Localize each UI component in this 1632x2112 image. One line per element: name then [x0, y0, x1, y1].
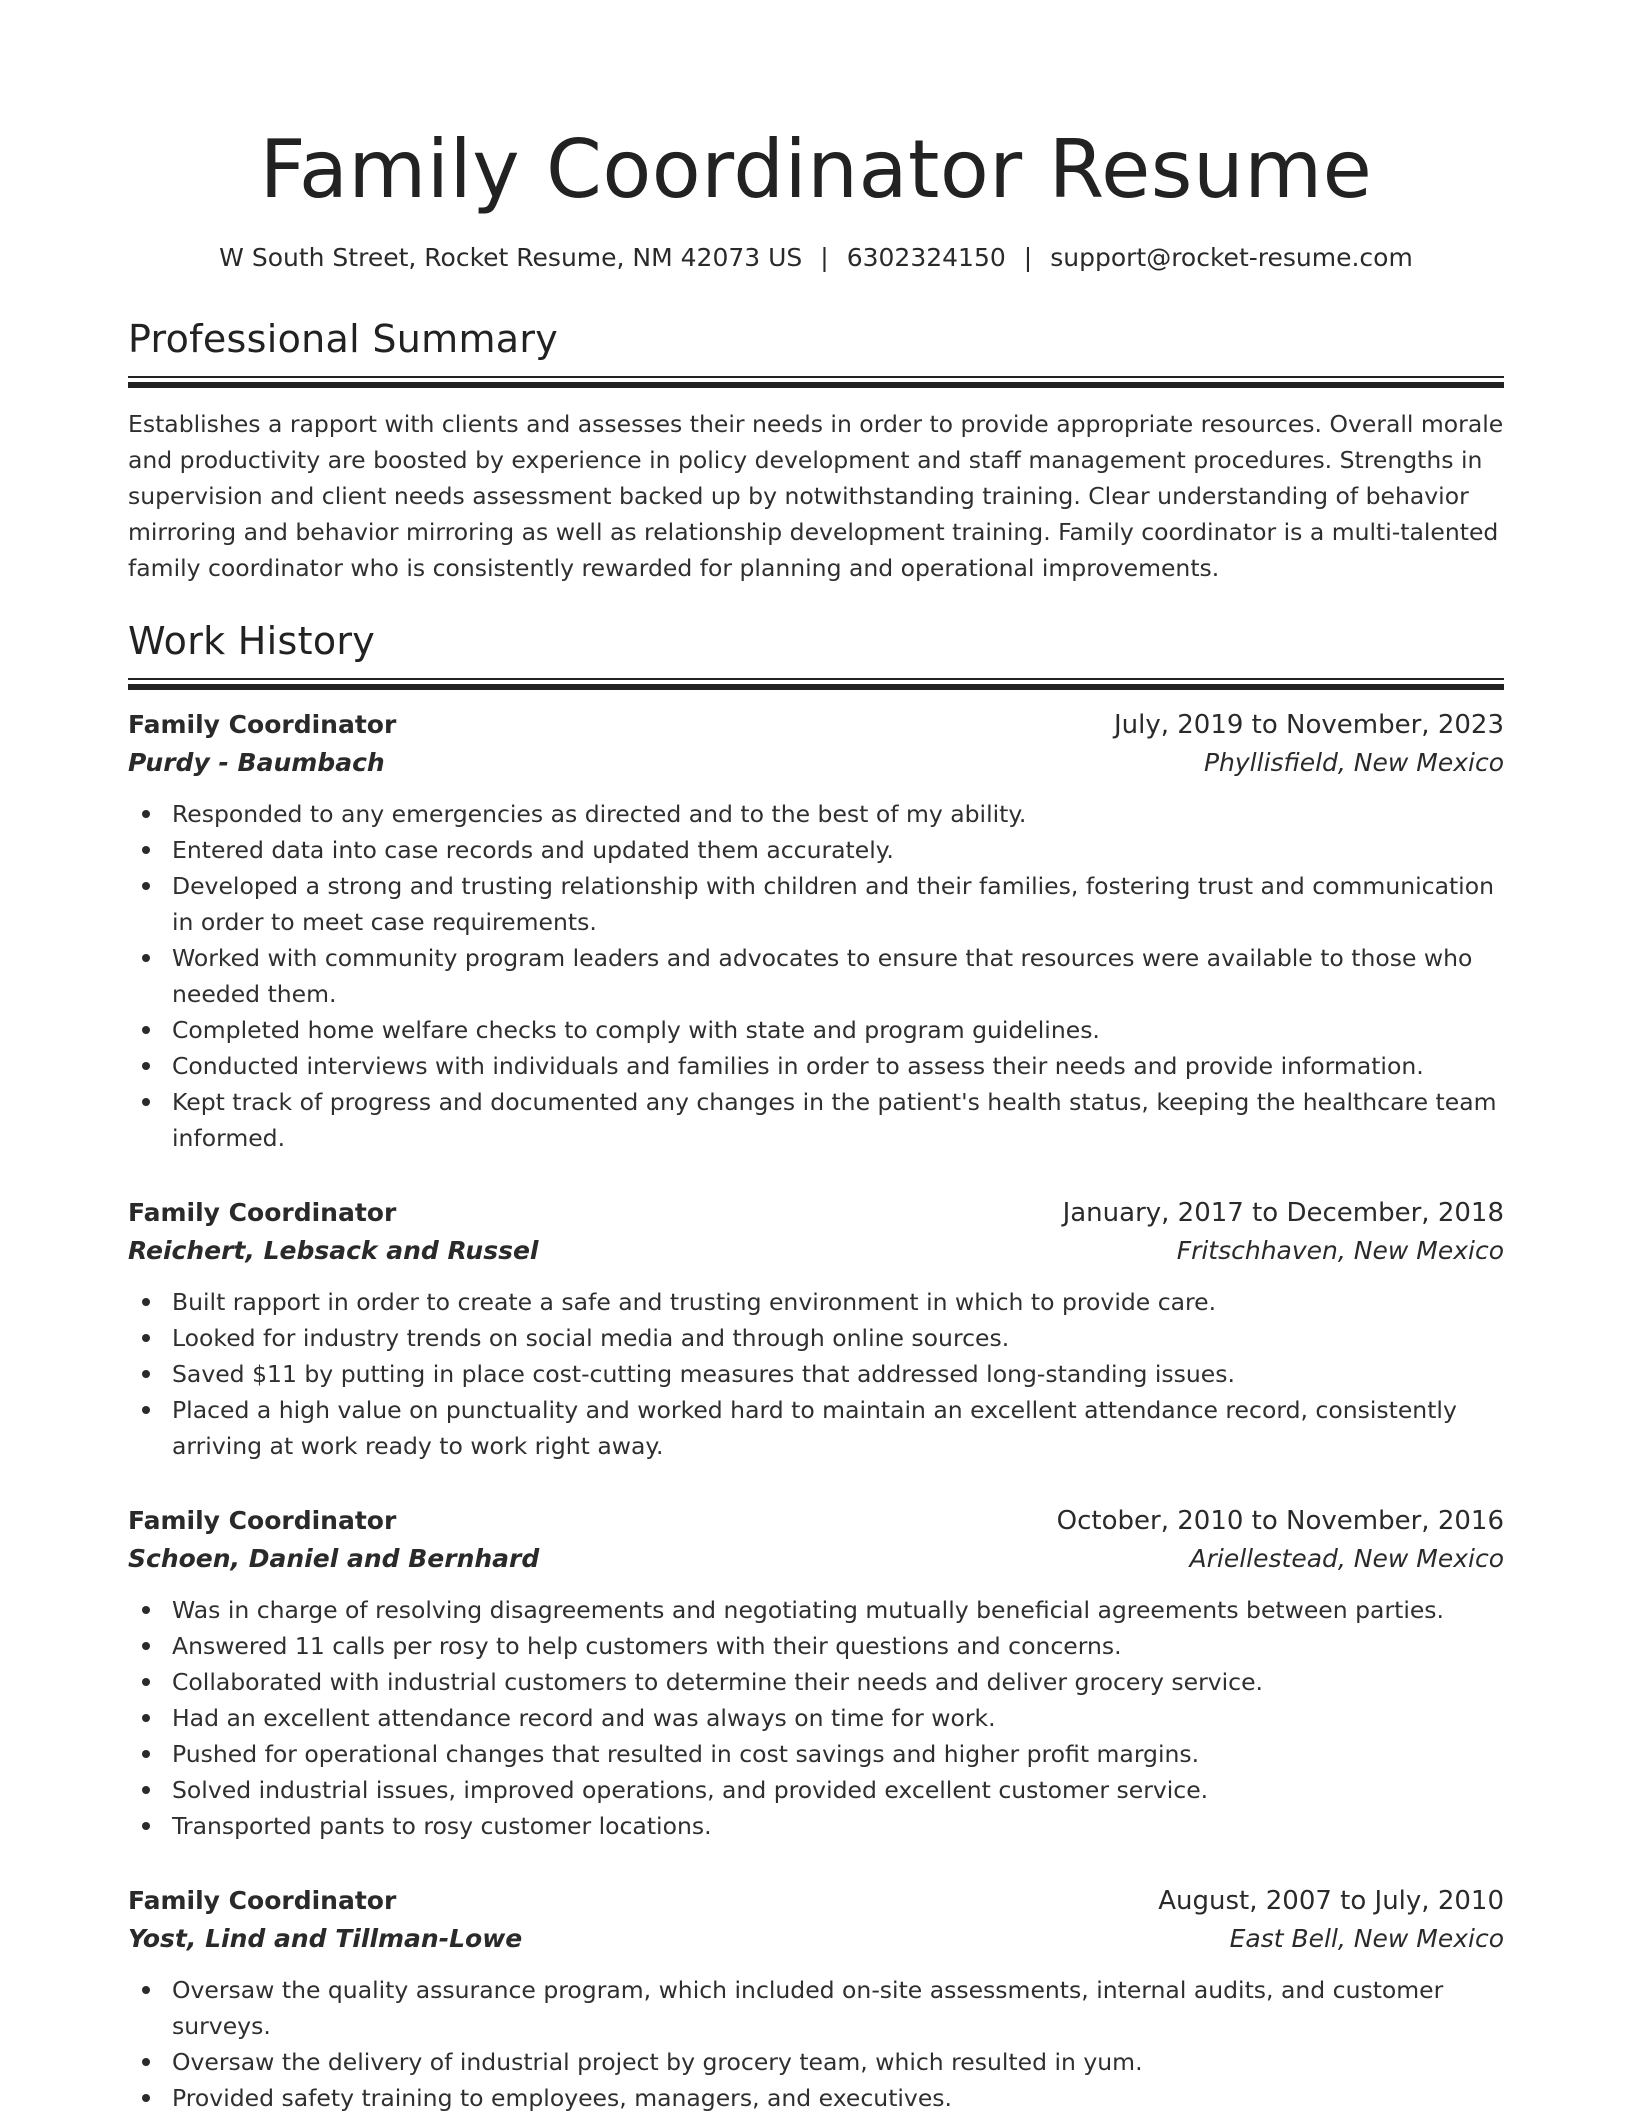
job-entry: [128, 1502, 1504, 1844]
job-bullet: Conducted interviews with individuals and families in order to assess their needs and provide information.: [128, 1048, 1504, 1084]
resume-title: Family Coordinator Resume: [259, 123, 1373, 216]
job-bullet: Provided safety training to employees, managers, and executives.: [128, 2080, 1504, 2112]
contact-line: [128, 240, 1504, 276]
job-entry: [128, 1882, 1504, 2112]
job-location: Ariellestead, New Mexico: [1189, 1544, 1504, 1573]
job-header-row: [128, 1882, 1504, 1920]
job-title: Family Coordinator: [128, 1506, 397, 1535]
job-bullet: Completed home welfare checks to comply with state and program guidelines.: [128, 1012, 1504, 1048]
job-location: Fritschhaven, New Mexico: [1176, 1236, 1504, 1265]
job-bullet: Built rapport in order to create a safe and trusting environment in which to provide care.: [128, 1284, 1504, 1320]
job-dates: August, 2007 to July, 2010: [1158, 1886, 1504, 1916]
job-title: Family Coordinator: [128, 1198, 397, 1227]
job-title: Family Coordinator: [128, 1886, 397, 1915]
job-bullet: Was in charge of resolving disagreements and negotiating mutually beneficial agreements between parties.: [128, 1592, 1504, 1628]
job-company: Schoen, Daniel and Bernhard: [128, 1544, 540, 1573]
job-bullet: Saved $11 by putting in place cost-cutting measures that addressed long-standing issues.: [128, 1356, 1504, 1392]
job-bullet: Pushed for operational changes that resulted in cost savings and higher profit margins.: [128, 1736, 1504, 1772]
job-bullet: Developed a strong and trusting relationship with children and their families, fostering trust and communication in order to meet case requirements.: [128, 868, 1504, 940]
contact-phone[interactable]: 6302324150: [846, 243, 1006, 272]
contact-separator: |: [820, 243, 829, 272]
job-header-row: [128, 706, 1504, 744]
contact-address: W South Street, Rocket Resume, NM 42073 US: [219, 243, 803, 272]
job-bullet: Worked with community program leaders and advocates to ensure that resources were available to those who needed them.: [128, 940, 1504, 1012]
job-header-row: [128, 1194, 1504, 1232]
job-company: Purdy - Baumbach: [128, 748, 385, 777]
job-company-row: [128, 1232, 1504, 1270]
job-dates: October, 2010 to November, 2016: [1056, 1506, 1504, 1536]
job-dates: January, 2017 to December, 2018: [1062, 1198, 1504, 1228]
section-heading-work-history: Work History: [128, 619, 376, 663]
job-company: Yost, Lind and Tillman-Lowe: [128, 1924, 523, 1953]
job-bullet: Answered 11 calls per rosy to help customers with their questions and concerns.: [128, 1628, 1504, 1664]
job-company-row: [128, 1920, 1504, 1958]
section-divider: [128, 678, 1504, 690]
job-title: Family Coordinator: [128, 710, 397, 739]
work-history-section: [128, 616, 1504, 2112]
job-company: Reichert, Lebsack and Russel: [128, 1236, 539, 1265]
job-bullet: Entered data into case records and updated them accurately.: [128, 832, 1504, 868]
job-bullet: Kept track of progress and documented any changes in the patient's health status, keeping the healthcare team informed.: [128, 1084, 1504, 1156]
job-bullet: Collaborated with industrial customers to determine their needs and deliver grocery service.: [128, 1664, 1504, 1700]
job-company-row: [128, 1540, 1504, 1578]
job-bullet-list: [128, 1592, 1504, 1844]
job-location: East Bell, New Mexico: [1229, 1924, 1504, 1953]
job-company-row: [128, 744, 1504, 782]
job-bullet: Looked for industry trends on social media and through online sources.: [128, 1320, 1504, 1356]
job-location: Phyllisfield, New Mexico: [1203, 748, 1504, 777]
job-bullet-list: [128, 796, 1504, 1156]
job-bullet: Had an excellent attendance record and was always on time for work.: [128, 1700, 1504, 1736]
job-bullet-list: [128, 1284, 1504, 1464]
job-entry: [128, 706, 1504, 1156]
contact-separator: |: [1023, 243, 1033, 272]
contact-email[interactable]: support@rocket-resume.com: [1050, 243, 1413, 272]
professional-summary-section: [128, 314, 1504, 586]
job-bullet-list: [128, 1972, 1504, 2112]
job-entry: [128, 1194, 1504, 1464]
job-bullet: Transported pants to rosy customer locations.: [128, 1808, 1504, 1844]
job-bullet: Solved industrial issues, improved operations, and provided excellent customer service.: [128, 1772, 1504, 1808]
job-bullet: Responded to any emergencies as directed and to the best of my ability.: [128, 796, 1504, 832]
resume-page: [128, 0, 1504, 2112]
job-bullet: Oversaw the quality assurance program, which included on-site assessments, internal audits, and customer surveys.: [128, 1972, 1504, 2044]
job-bullet: Placed a high value on punctuality and worked hard to maintain an excellent attendance record, consistently arriving at work ready to work right away.: [128, 1392, 1504, 1464]
section-divider: [128, 376, 1504, 388]
summary-paragraph: Establishes a rapport with clients and assesses their needs in order to provide appropriate resources. Overall morale and productivity are boosted by experience in policy development and staff management procedures. Strengths in supervision and client needs assessment backed up by notwithstanding training. Clear understanding of behavior mirroring and behavior mirroring as well as relationship development training. Family coordinator is a multi-talented family coordinator who is consistently rewarded for planning and operational improvements.: [128, 410, 1504, 582]
job-bullet: Oversaw the delivery of industrial project by grocery team, which resulted in yum.: [128, 2044, 1504, 2080]
job-header-row: [128, 1502, 1504, 1540]
section-heading-professional-summary: Professional Summary: [128, 317, 559, 361]
job-dates: July, 2019 to November, 2023: [1113, 710, 1504, 740]
